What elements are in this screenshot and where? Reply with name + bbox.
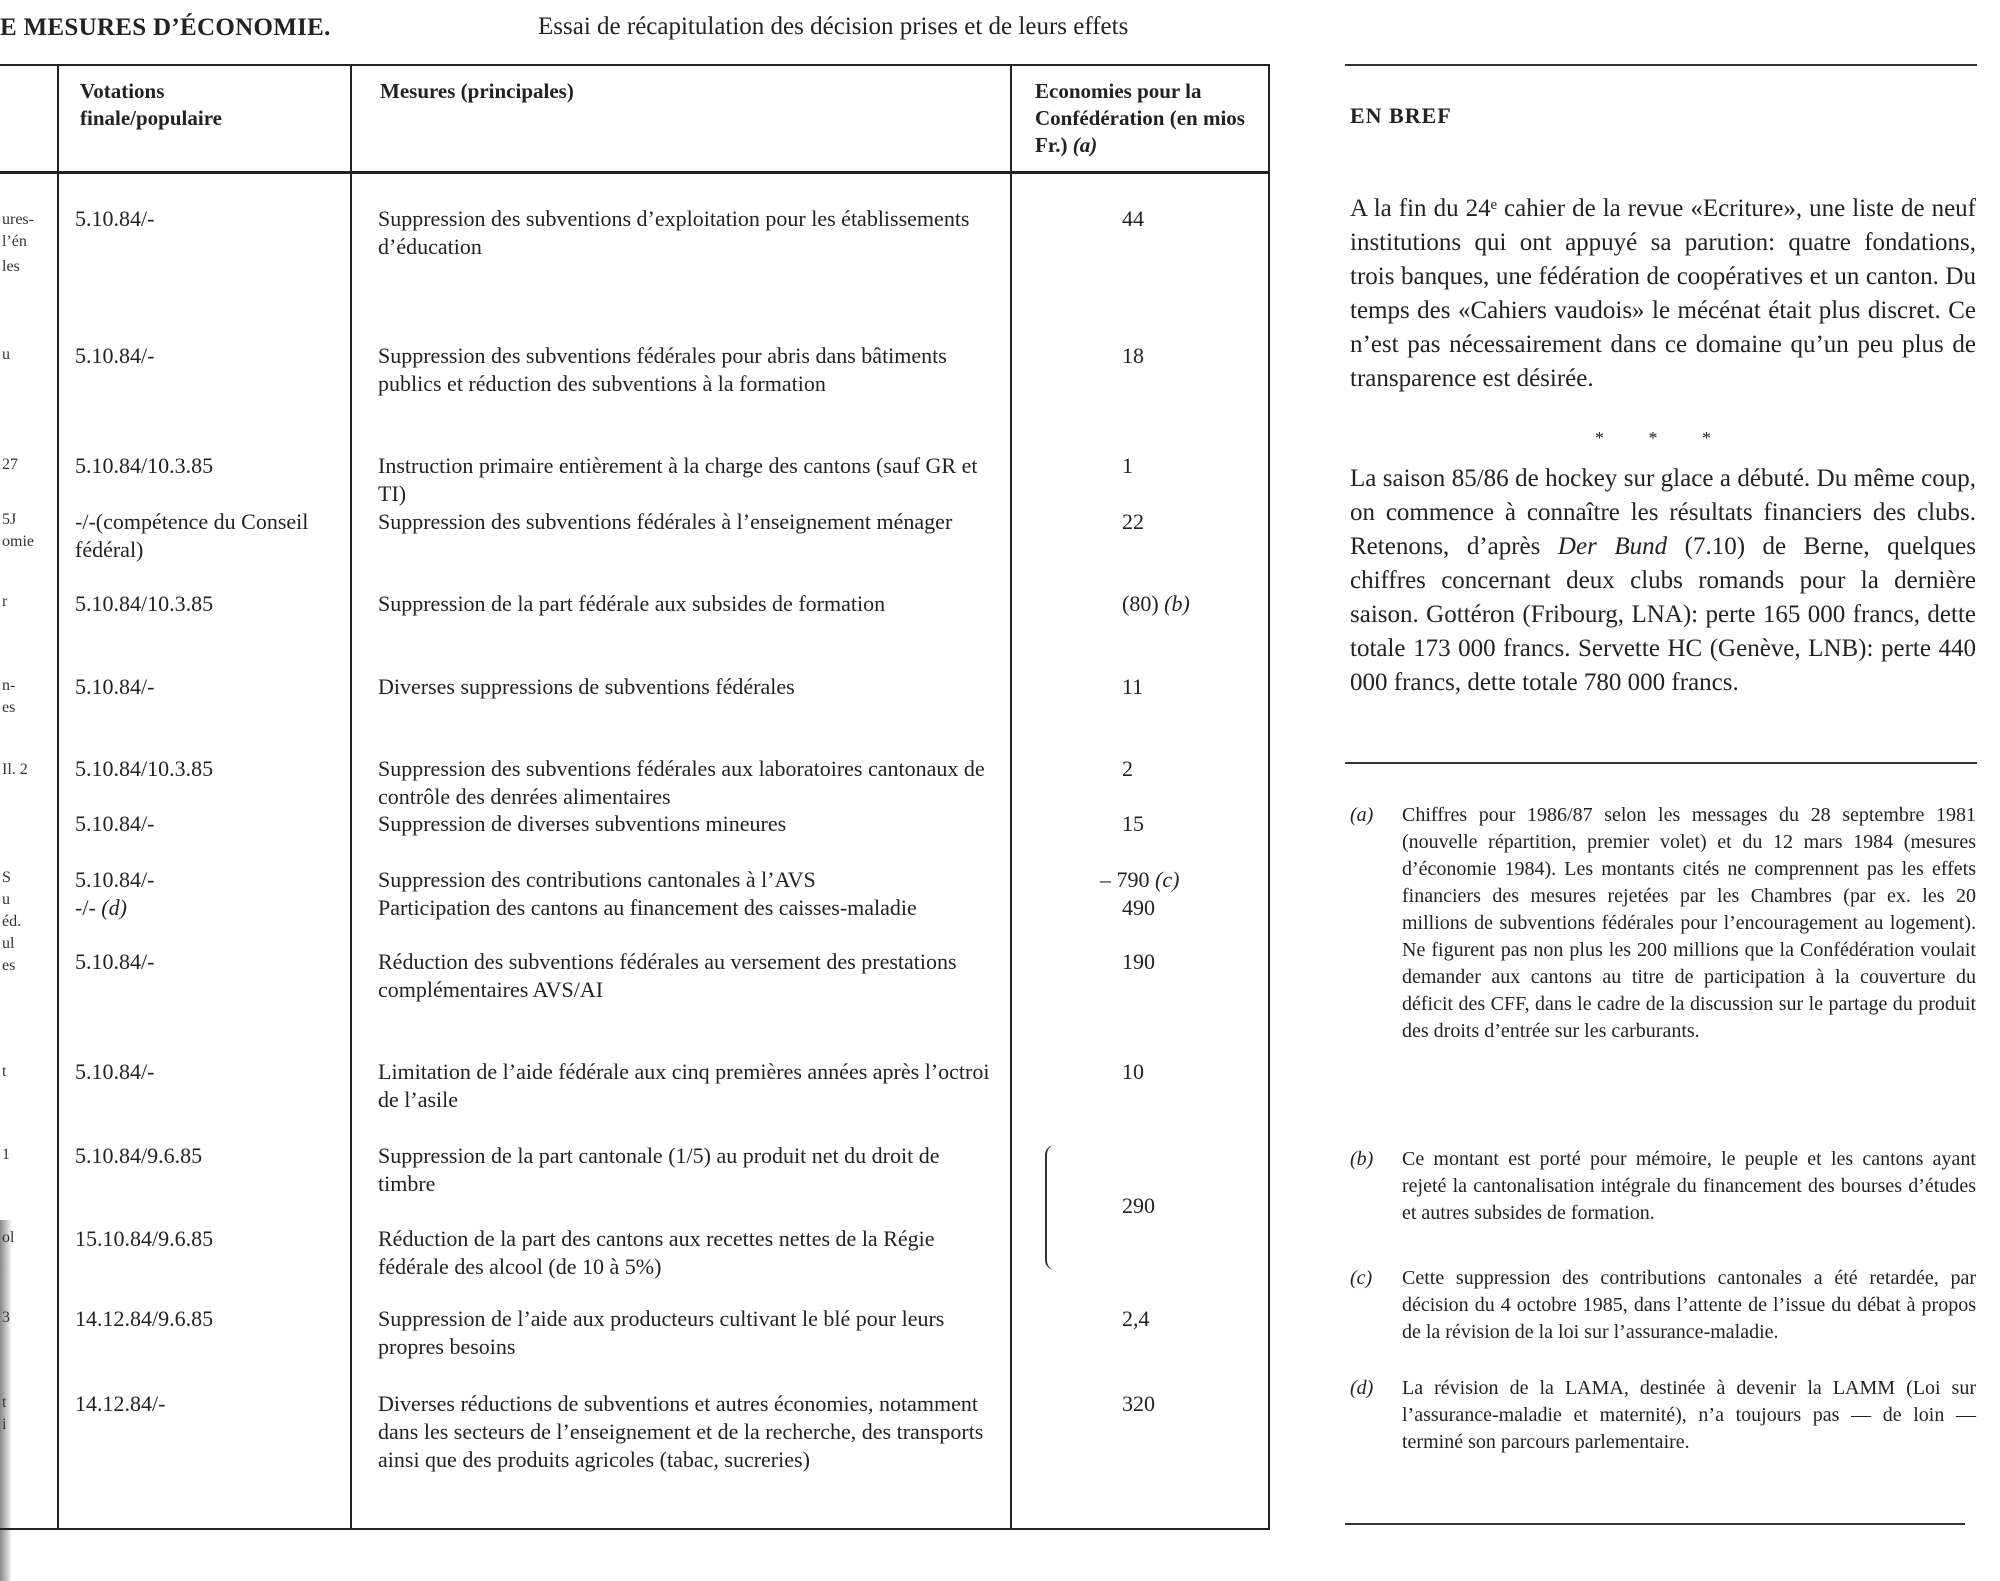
economie-value: 190 <box>1122 949 1155 974</box>
bottom-rule <box>1345 1523 1965 1525</box>
cell-economie <box>1122 508 1144 536</box>
cell-mesure: Réduction de la part des cantons aux recettes nettes de la Régie fédérale des alcool (de 10 à 5%) <box>378 1226 935 1279</box>
cell-mesure: Suppression des subventions fédérales pour abris dans bâtiments publics et réduction des subventions à la formation <box>378 343 947 396</box>
votation-text: 14.12.84/9.6.85 <box>75 1306 214 1331</box>
cell-votation <box>75 1225 340 1253</box>
cell-votation <box>75 1058 340 1086</box>
cell-economie <box>1122 205 1144 233</box>
votation-text: 5.10.84/- <box>75 343 155 368</box>
grouped-economie: 290 <box>1122 1193 1155 1218</box>
footnote <box>1350 1146 1976 1227</box>
cell-mesure: Limitation de l’aide fédérale aux cinq premières années après l’octroi de l’asile <box>378 1059 990 1112</box>
en-bref-paragraph-1: A la fin du 24ᵉ cahier de la revue «Ecriture», une liste de neuf institutions qui ont appuyé sa parution: quatre fondations, trois banques, une fédération de coopératives et un canton. Du temps des «Cahiers vaudois» le mécénat était plus discret. Ce n’est pas nécessairement dans ce domaine qu’un peu plus de transparence est désirée. <box>1350 195 1976 392</box>
left-fragment-text: les <box>2 258 20 275</box>
footnote-mark: (a) <box>1350 804 1374 826</box>
left-fragment-text: i <box>2 1416 7 1433</box>
economie-value: 490 <box>1122 895 1155 920</box>
cell-mesure: Diverses réductions de subventions et autres économies, notamment dans les secteurs de l’enseignement et de la recherche, des transports ainsi que des produits agricoles (tabac, sucreries) <box>378 1391 984 1472</box>
cell-economie <box>1122 673 1143 701</box>
cell-mesure: Suppression de diverses subventions mineures <box>378 811 787 836</box>
economie-value: 11 <box>1122 674 1144 699</box>
header-divider <box>0 171 1268 174</box>
footnote <box>1350 802 1976 1045</box>
footnote-mark: (b) <box>1350 1148 1374 1170</box>
column-divider <box>350 64 352 1528</box>
column-divider <box>1010 64 1012 1528</box>
cell-mesure: Suppression des subventions fédérales aux laboratoires cantonaux de contrôle des denrées alimentaires <box>378 756 985 809</box>
cell-votation <box>75 894 340 922</box>
economie-value: 22 <box>1122 509 1144 534</box>
left-fragment-text: 3 <box>2 1309 10 1326</box>
cell-votation <box>75 755 340 783</box>
economie-value: 18 <box>1122 343 1144 368</box>
left-fragment-text: l’én <box>2 233 27 250</box>
economie-note: (b) <box>1164 591 1190 616</box>
cell-economie <box>1122 894 1155 922</box>
left-fragment-text: 27 <box>2 456 18 473</box>
votation-text: 5.10.84/- <box>75 949 155 974</box>
header-mesures: Mesures (principales) <box>380 79 574 103</box>
votation-text: 5.10.84/10.3.85 <box>75 591 214 616</box>
economie-value: 320 <box>1122 1391 1155 1416</box>
left-fragment-text: 1 <box>2 1146 10 1163</box>
economie-value: (80) <box>1122 591 1159 616</box>
footnote <box>1350 1375 1976 1456</box>
cell-mesure: Suppression de la part cantonale (1/5) au produit net du droit de timbre <box>378 1143 940 1196</box>
left-fragment-text: es <box>2 699 16 716</box>
votation-text: 5.10.84/- <box>75 206 155 231</box>
cell-economie <box>1122 342 1144 370</box>
cell-votation <box>75 508 340 564</box>
votation-text: 5.10.84/10.3.85 <box>75 453 214 478</box>
cell-mesure: Participation des cantons au financement des caisses-maladie <box>378 895 917 920</box>
economie-value: 44 <box>1122 206 1144 231</box>
economie-value: 2 <box>1122 756 1133 781</box>
cell-mesure: Suppression des contributions cantonales à l’AVS <box>378 867 816 892</box>
cell-votation <box>75 205 340 233</box>
left-fragment-text: n- <box>2 677 16 694</box>
left-fragment-text: es <box>2 957 16 974</box>
votation-text: 5.10.84/- <box>75 674 155 699</box>
footnote-text: Ce montant est porté pour mémoire, le peuple et les cantons ayant rejeté la cantonalisation intégrale du financement des bourses d’études et autres subsides de formation. <box>1402 1148 1976 1224</box>
cell-votation <box>75 1142 340 1170</box>
cell-economie <box>1100 866 1179 894</box>
economie-value: 10 <box>1122 1059 1144 1084</box>
cell-mesure: Suppression de la part fédérale aux subsides de formation <box>378 591 886 616</box>
cell-economie <box>1122 1305 1150 1333</box>
page-subtitle: Essai de récapitulation des décision prises et de leurs effets <box>538 13 1129 40</box>
header-economies: Economies pour la Confédération (en mios Fr.) (a) <box>1035 79 1245 157</box>
en-bref-paragraph-2: La saison 85/86 de hockey sur glace a débuté. Du même coup, on commence à connaître les résultats financiers des clubs. Retenons, d’après Der Bund (7.10) de Berne, quelques chiffres concernant deux clubs romands pour la dernière saison. Gottéron (Fribourg, LNA): perte 165 000 francs, dette totale 173 000 francs. Servette HC (Genève, LNB): perte 440 000 francs, dette totale 780 000 francs. <box>1350 465 1977 696</box>
economie-value: 15 <box>1122 811 1144 836</box>
page-title: E MESURES D’ÉCONOMIE. <box>0 14 331 41</box>
votation-text: -/-(compétence du Conseil fédéral) <box>75 509 309 562</box>
section-separator: * * * <box>1595 428 1731 448</box>
cell-votation <box>75 1390 340 1418</box>
votation-text: 15.10.84/9.6.85 <box>75 1226 214 1251</box>
votation-text: 5.10.84/- <box>75 811 155 836</box>
left-fragment-text: u <box>2 346 10 363</box>
cell-economie <box>1122 452 1133 480</box>
cell-economie <box>1122 1058 1144 1086</box>
cell-mesure: Suppression des subventions d’exploitation pour les établissements d’éducation <box>378 206 970 259</box>
left-fragment-text: ures- <box>2 211 34 228</box>
cell-mesure: Suppression des subventions fédérales à l’enseignement ménager <box>378 509 953 534</box>
middle-rule <box>1345 762 1977 764</box>
votation-text: 14.12.84/- <box>75 1391 166 1416</box>
left-fragment-text: t <box>2 1394 7 1411</box>
left-fragment-text: r <box>2 593 8 610</box>
left-fragment-text: 5J <box>2 511 17 528</box>
left-fragment-text: omie <box>2 533 34 550</box>
section-title: EN BREF <box>1350 103 1452 128</box>
footnote <box>1350 1265 1976 1346</box>
votation-text: 5.10.84/- <box>75 1059 155 1084</box>
footnote-mark: (d) <box>1350 1377 1374 1399</box>
cell-votation <box>75 810 340 838</box>
votation-text: 5.10.84/10.3.85 <box>75 756 214 781</box>
cell-economie <box>1122 810 1144 838</box>
economie-value: 1 <box>1122 453 1133 478</box>
left-fragment-text: Il. 2 <box>2 761 28 778</box>
left-fragment-text: ol <box>2 1229 15 1246</box>
cell-votation <box>75 948 340 976</box>
votation-text: 5.10.84/9.6.85 <box>75 1143 203 1168</box>
footnote-text: La révision de la LAMA, destinée à devenir la LAMM (Loi sur l’assurance-maladie et maternité), n’a toujours pas — de loin — terminé son parcours parlementaire. <box>1402 1377 1976 1453</box>
footnote-text: Cette suppression des contributions cantonales a été retardée, par décision du 4 octobre 1985, dans l’attente de l’issue du débat à propos de la révision de la loi sur l’assurance-maladie. <box>1402 1267 1976 1343</box>
economie-value: 2,4 <box>1122 1306 1150 1331</box>
cell-votation <box>75 342 340 370</box>
economie-value: – 790 <box>1100 867 1150 892</box>
group-bracket <box>1045 1145 1057 1270</box>
top-rule <box>1345 64 1977 66</box>
footnote-text: Chiffres pour 1986/87 selon les messages du 28 septembre 1981 (nouvelle répartition, premier volet) et du 12 mars 1984 (mesures d’économie 1984). Les montants cités ne comprennent pas les effets financiers des mesures rejetées par les Chambres (par ex. les 20 millions de subventions fédérales pour l’encouragement au logement). Ne figurent pas non plus les 200 millions que la Confédération voulait demander aux cantons au titre de participation à la couverture du déficit des CFF, dans le cadre de la discussion sur le partage du produit des droits d’entrée sur les carburants. <box>1402 804 1976 1042</box>
left-fragment-text: u <box>2 891 10 908</box>
economie-note: (c) <box>1155 867 1180 892</box>
cell-economie <box>1122 755 1133 783</box>
cell-mesure: Réduction des subventions fédérales au versement des prestations complémentaires AVS/AI <box>378 949 957 1002</box>
cell-economie <box>1122 1390 1155 1418</box>
cell-mesure: Instruction primaire entièrement à la charge des cantons (sauf GR et TI) <box>378 453 978 506</box>
left-fragment-text: t <box>2 1063 7 1080</box>
header-votations: Votations finale/populaire <box>80 79 222 130</box>
left-fragment-text: S <box>2 869 11 886</box>
votation-text: 5.10.84/- <box>75 867 155 892</box>
left-fragment-text: ul <box>2 935 15 952</box>
cell-economie <box>1122 948 1155 976</box>
column-divider <box>57 64 59 1528</box>
left-fragment-text: éd. <box>2 913 22 930</box>
cell-votation <box>75 452 340 480</box>
cell-votation <box>75 866 340 894</box>
votation-text: -/- <box>75 895 96 920</box>
cell-votation <box>75 590 340 618</box>
cell-votation <box>75 1305 340 1333</box>
cell-economie <box>1122 590 1190 618</box>
footnote-mark: (c) <box>1350 1267 1373 1289</box>
cell-votation <box>75 673 340 701</box>
cell-mesure: Diverses suppressions de subventions fédérales <box>378 674 795 699</box>
cell-mesure: Suppression de l’aide aux producteurs cultivant le blé pour leurs propres besoins <box>378 1306 945 1359</box>
votation-note: (d) <box>101 895 127 920</box>
